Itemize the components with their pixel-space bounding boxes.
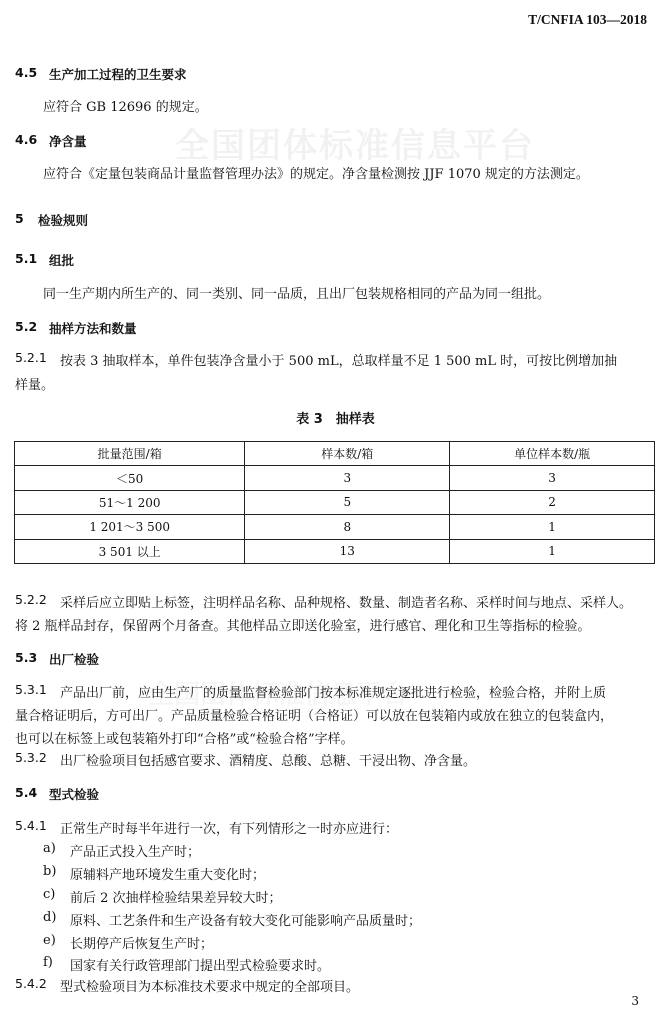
section-number-4-6: 4.6: [15, 132, 38, 147]
watermark: 全国团体标准信息平台: [175, 126, 535, 166]
paragraph-5-1: 同一生产期内所生产的、同一类别、同一品质，且出厂包装规格相同的产品为同一组批。: [43, 287, 551, 302]
paragraph-5-3-2: 出厂检验项目包括感官要求、酒精度、总酸、总糖、干浸出物、净含量。: [60, 754, 477, 769]
section-number-5-4: 5.4: [15, 785, 38, 800]
clause-number-5-3-1: 5.3.1: [15, 682, 47, 697]
table-cell: 1: [450, 515, 655, 539]
paragraph-5-2-1-line1: 按表 3 抽取样本，单件包装净含量小于 500 mL，总取样量不足 1 500 mL 时，可按比例增加抽: [60, 354, 618, 369]
table-row: [15, 466, 655, 490]
section-number-5-2: 5.2: [15, 319, 38, 334]
table-header-cell: 单位样本数/瓶: [450, 442, 655, 466]
clause-number-5-2-2: 5.2.2: [15, 592, 47, 607]
table-caption: 表 3 抽样表: [296, 412, 375, 427]
paragraph-5-3-1-line1: 产品出厂前，应由生产厂的质量监督检验部门按本标准规定逐批进行检验，检验合格，并附上质: [60, 686, 607, 701]
section-number-5: 5: [15, 211, 24, 226]
document-code: T/CNFIA 103—2018: [528, 12, 647, 27]
section-title-4-5: 生产加工过程的卫生要求: [49, 67, 187, 82]
list-item: 前后 2 次抽样检验结果差异较大时；: [70, 891, 282, 906]
page-number: 3: [631, 994, 639, 1008]
paragraph-5-3-1-line2: 量合格证明后，方可出厂。产品质量检验合格证明（合格证）可以放在包装箱内或放在独立的包装盒内，: [15, 709, 614, 724]
table-row: [15, 539, 655, 563]
section-title-5-1: 组批: [49, 253, 75, 268]
table-cell: ＜50: [15, 466, 245, 490]
clause-number-5-2-1: 5.2.1: [15, 350, 47, 365]
paragraph-5-4-2: 型式检验项目为本标准技术要求中规定的全部项目。: [60, 980, 360, 995]
paragraph-4-6: 应符合《定量包装商品计量监督管理办法》的规定。净含量检测按 JJF 1070 规定的方法测定。: [43, 167, 589, 182]
section-title-5-4: 型式检验: [49, 787, 100, 802]
list-item: 长期停产后恢复生产时；: [70, 937, 214, 952]
clause-number-5-3-2: 5.3.2: [15, 750, 47, 765]
section-number-4-5: 4.5: [15, 65, 38, 80]
section-number-5-3: 5.3: [15, 650, 38, 665]
list-marker: f): [43, 955, 53, 970]
sampling-table: [14, 441, 655, 564]
section-title-5: 检验规则: [38, 213, 89, 228]
table-header-row: [15, 442, 655, 466]
table-cell: 51～1 200: [15, 490, 245, 514]
list-marker: c): [43, 887, 56, 902]
paragraph-5-3-1-line3: 也可以在标签上或包装箱外打印“合格”或“检验合格”字样。: [15, 732, 354, 747]
table-row: [15, 515, 655, 539]
list-marker: d): [43, 910, 57, 925]
table-header-cell: 批量范围/箱: [15, 442, 245, 466]
list-item: 产品正式投入生产时；: [70, 845, 201, 860]
clause-number-5-4-1: 5.4.1: [15, 818, 47, 833]
table-cell: 3: [245, 466, 450, 490]
list-marker: e): [43, 933, 56, 948]
table-cell: 13: [245, 539, 450, 563]
paragraph-5-2-2-line2: 将 2 瓶样品封存，保留两个月备查。其他样品立即送化验室，进行感官、理化和卫生等指标的检验。: [15, 619, 591, 634]
table-header-cell: 样本数/箱: [245, 442, 450, 466]
table-cell: 2: [450, 490, 655, 514]
section-title-5-2: 抽样方法和数量: [49, 321, 137, 336]
table-cell: 3 501 以上: [15, 539, 245, 563]
paragraph-5-2-2-line1: 采样后应立即贴上标签，注明样品名称、品种规格、数量、制造者名称、采样时间与地点、采样人。: [60, 596, 633, 611]
list-item: 国家有关行政管理部门提出型式检验要求时。: [70, 959, 331, 974]
table-cell: 5: [245, 490, 450, 514]
list-marker: b): [43, 864, 57, 879]
table-cell: 3: [450, 466, 655, 490]
section-title-5-3: 出厂检验: [49, 652, 100, 667]
table-cell: 8: [245, 515, 450, 539]
table-cell: 1 201～3 500: [15, 515, 245, 539]
table-cell: 1: [450, 539, 655, 563]
clause-number-5-4-2: 5.4.2: [15, 976, 47, 991]
section-title-4-6: 净含量: [49, 134, 87, 149]
paragraph-4-5: 应符合 GB 12696 的规定。: [43, 100, 208, 115]
list-item: 原料、工艺条件和生产设备有较大变化可能影响产品质量时；: [70, 914, 422, 929]
section-number-5-1: 5.1: [15, 251, 38, 266]
table-row: [15, 490, 655, 514]
paragraph-5-2-1-line2: 样量。: [15, 378, 55, 393]
paragraph-5-4-1: 正常生产时每半年进行一次，有下列情形之一时亦应进行：: [60, 822, 399, 837]
list-marker: a): [43, 841, 56, 856]
list-item: 原辅料产地环境发生重大变化时；: [70, 868, 266, 883]
